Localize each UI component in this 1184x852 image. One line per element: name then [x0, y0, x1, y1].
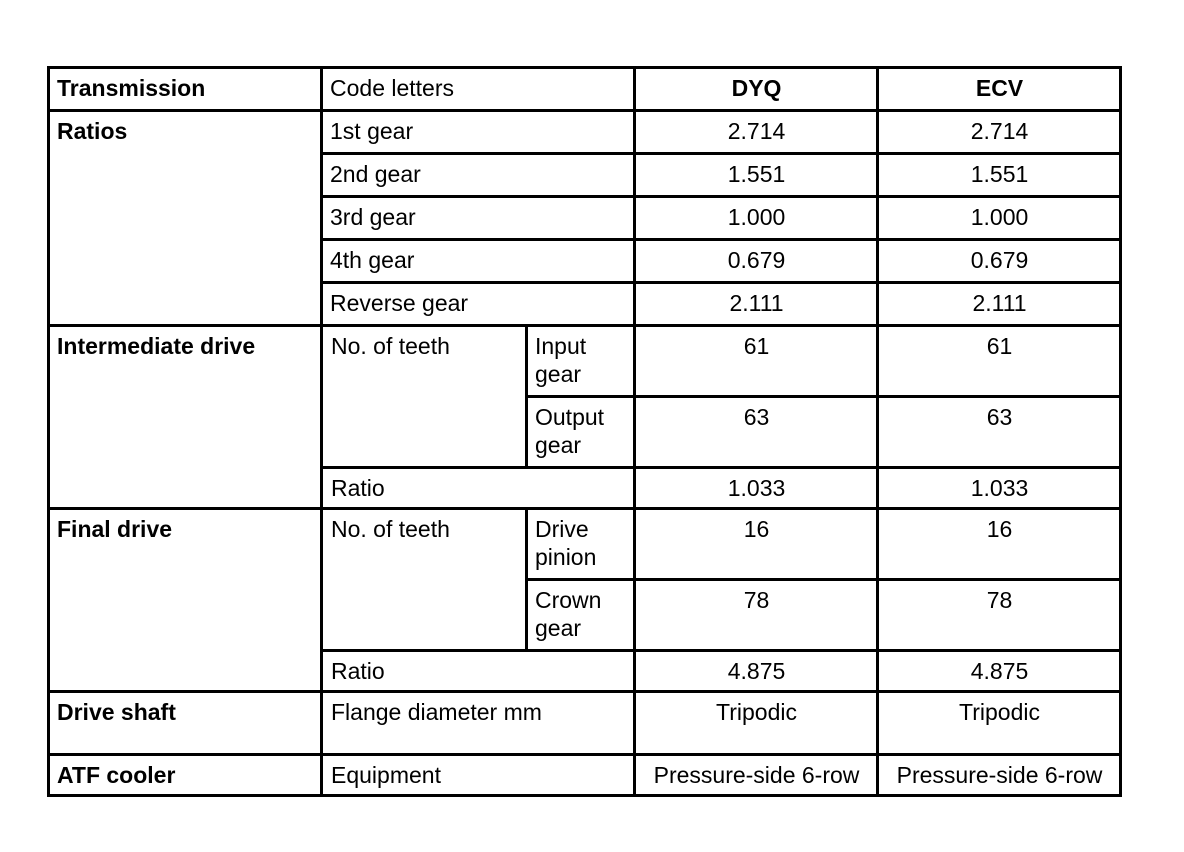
component-name: Drive pinion: [527, 509, 635, 580]
value-ecv: 2.714: [878, 111, 1121, 154]
value-dyq: 0.679: [635, 240, 878, 283]
code-ecv: ECV: [878, 68, 1121, 111]
ratios-label: Ratios: [49, 111, 322, 326]
value-ecv: 1.551: [878, 154, 1121, 197]
value-dyq: Pressure-side 6-row: [635, 755, 878, 796]
value-ecv: Pressure-side 6-row: [878, 755, 1121, 796]
value-dyq: 16: [635, 509, 878, 580]
value-ecv: 1.033: [878, 468, 1121, 509]
intermediate-drive-label: Intermediate drive: [49, 326, 322, 509]
value-dyq: 1.000: [635, 197, 878, 240]
gear-name: Reverse gear: [322, 283, 635, 326]
transmission-spec-table: [47, 66, 1122, 797]
component-name: Crown gear: [527, 580, 635, 651]
value-dyq: 63: [635, 397, 878, 468]
value-dyq: 4.875: [635, 651, 878, 692]
code-dyq: DYQ: [635, 68, 878, 111]
table-row: [49, 692, 1121, 755]
drive-shaft-label: Drive shaft: [49, 692, 322, 755]
equipment-label: Equipment: [322, 755, 635, 796]
value-dyq: Tripodic: [635, 692, 878, 755]
gear-name: 1st gear: [322, 111, 635, 154]
value-ecv: 78: [878, 580, 1121, 651]
gear-name: 2nd gear: [322, 154, 635, 197]
value-dyq: 1.551: [635, 154, 878, 197]
value-dyq: 2.714: [635, 111, 878, 154]
gear-name: 4th gear: [322, 240, 635, 283]
value-ecv: 61: [878, 326, 1121, 397]
value-ecv: 0.679: [878, 240, 1121, 283]
table-row: [49, 111, 1121, 154]
value-ecv: Tripodic: [878, 692, 1121, 755]
table-row: [49, 755, 1121, 796]
table-row: [49, 326, 1121, 397]
teeth-label: No. of teeth: [322, 326, 527, 468]
value-ecv: 4.875: [878, 651, 1121, 692]
value-dyq: 1.033: [635, 468, 878, 509]
gear-name: 3rd gear: [322, 197, 635, 240]
final-drive-label: Final drive: [49, 509, 322, 692]
value-dyq: 2.111: [635, 283, 878, 326]
teeth-label: No. of teeth: [322, 509, 527, 651]
component-name: Input gear: [527, 326, 635, 397]
value-dyq: 61: [635, 326, 878, 397]
table-header-row: [49, 68, 1121, 111]
value-ecv: 2.111: [878, 283, 1121, 326]
value-ecv: 63: [878, 397, 1121, 468]
ratio-label: Ratio: [322, 468, 635, 509]
code-letters-label: Code letters: [322, 68, 635, 111]
value-ecv: 16: [878, 509, 1121, 580]
component-name: Output gear: [527, 397, 635, 468]
flange-diameter-label: Flange diameter mm: [322, 692, 635, 755]
transmission-label: Transmission: [49, 68, 322, 111]
value-dyq: 78: [635, 580, 878, 651]
atf-cooler-label: ATF cooler: [49, 755, 322, 796]
value-ecv: 1.000: [878, 197, 1121, 240]
table-row: [49, 509, 1121, 580]
ratio-label: Ratio: [322, 651, 635, 692]
